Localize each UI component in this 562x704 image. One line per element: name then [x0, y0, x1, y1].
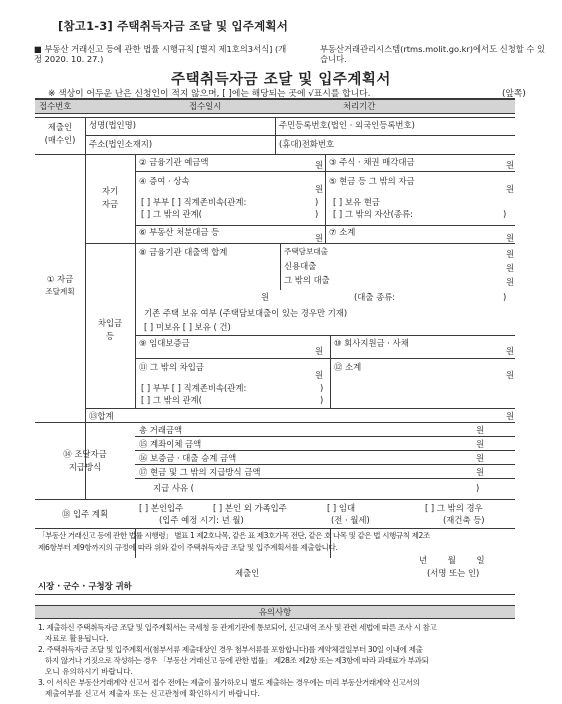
item-8-label: ⑧ 금융기관 대출액 합계	[139, 247, 228, 257]
rule	[35, 422, 515, 423]
won-unit: 원	[315, 233, 324, 243]
borrow-relation-1-end: )	[320, 383, 324, 393]
move-in-plan-label: ⑱ 입주 계획	[61, 509, 109, 519]
item-17-label: ⑰ 현금 및 그 밖의 지급방식 금액	[139, 467, 261, 477]
payment-section-label: ⑭ 조달자금	[63, 449, 107, 459]
move-in-self[interactable]: [ ] 본인입주	[139, 503, 184, 513]
rule	[85, 243, 515, 244]
rule	[135, 478, 515, 479]
submitter-role: (매수인)	[44, 135, 76, 145]
won-unit: 원	[315, 160, 324, 170]
move-in-lease[interactable]: [ ] 임대	[327, 503, 356, 513]
notice-text: ※ 색상이 어두운 난은 신청인이 적지 않으며, [ ]에는 해당되는 곳에 √표시를 합니다.	[48, 89, 371, 99]
note-line: 하지 않거나 거짓으로 작성하는 경우 「부동산 거래신고 등에 관한 법률」 제28조 제2항 또는 제3항에 따라 과태료가 부과되	[45, 656, 429, 665]
recipient: 시장 · 군수 · 구청장 귀하	[38, 581, 132, 591]
gift-relation-1: [ ] 부부 [ ] 직계존비속(관계:	[141, 197, 247, 207]
item-15-label: ⑮ 계좌이체 금액	[139, 439, 202, 449]
rule	[35, 594, 515, 595]
legal-basis: ■ 부동산 거래신고 등에 관한 법률 시행규칙 [별지 제1호의3서식] (개정 2020. 10. 27.)	[34, 44, 287, 64]
rule	[85, 135, 515, 136]
rule-vertical	[135, 154, 136, 408]
reg-number-label: 주민등록번호(법인 · 외국인등록번호)	[279, 120, 415, 130]
borrow-relation-2-end: )	[320, 395, 324, 405]
item-6-label: ⑥ 부동산 처분대금 등	[139, 227, 220, 237]
move-in-lease-sub: (전 · 월세)	[331, 515, 370, 525]
note-line: 3. 이 서식은 부동산거래계약 신고서 접수 전에는 제출이 불가하오니 별도 제출하는 경우에는 미리 부동산거래계약 신고서의	[38, 678, 420, 687]
total-price-label: 총 거래금액	[139, 425, 183, 435]
cash-option-2-end: )	[503, 209, 507, 219]
gift-relation-1-end: )	[315, 197, 319, 207]
gift-relation-2: [ ] 그 밖의 관계(	[141, 209, 202, 219]
rule-top	[35, 98, 515, 100]
address-label: 주소(법인소재지)	[89, 139, 153, 149]
rule-vertical	[280, 243, 281, 290]
borrow-relation-2: [ ] 그 밖의 관계(	[141, 395, 202, 405]
document-header: [참고1-3] 주택취득자금 조달 및 입주계획서	[58, 19, 289, 33]
note-line: 제출여부를 신고서 제출자 또는 신고관청에 확인하시기 바랍니다.	[45, 689, 260, 698]
won-unit: 원	[315, 370, 324, 380]
note-line: 1. 제출하신 주택취득자금 조달 및 입주계획서는 국세청 등 관계기관에 통보되어, 신고내역 조사 및 관련 세법에 따른 조사 시 참고	[38, 623, 437, 632]
won-unit: 원	[506, 184, 515, 194]
loan-house-label: 주택담보대출	[284, 247, 329, 256]
won-unit: 원	[506, 411, 515, 421]
item-9-label: ⑨ 임대보증금	[139, 338, 190, 348]
name-label: 성명(법인명)	[89, 120, 136, 130]
won-unit: 원	[506, 160, 515, 170]
rule	[85, 408, 515, 409]
submitter-signature-label: 제출인	[235, 568, 260, 578]
application-form	[35, 98, 515, 698]
rule	[135, 436, 515, 437]
existing-house-options: [ ] 미보유 [ ] 보유 ( 건)	[144, 322, 231, 332]
move-in-other[interactable]: [ ] 그 밖의 경우	[425, 503, 483, 513]
won-unit: 원	[506, 277, 515, 287]
system-note: 부동산거래관리시스템(rtms.molit.go.kr)에서도 신청할 수 있습니다.	[320, 44, 546, 64]
won-unit: 원	[506, 233, 515, 243]
borrow-relation-1: [ ] 부부 [ ] 직계존비속(관계:	[141, 383, 247, 393]
page-side-label: (앞쪽)	[502, 89, 526, 99]
existing-house-label: 기존 주택 보유 여부 (주택담보대출이 있는 경우만 기재)	[144, 308, 348, 318]
item-12-label: ⑫ 소계	[334, 362, 362, 372]
won-unit: 원	[476, 453, 485, 463]
funding-section-sub: 조달계획	[45, 287, 75, 296]
item-3-label: ③ 주식 · 채권 매각대금	[329, 157, 415, 167]
won-unit: 원	[506, 263, 515, 273]
item-2-label: ② 금융기관 예금액	[139, 157, 209, 167]
item-7-label: ⑦ 소계	[329, 227, 356, 237]
processing-period-label: 처리기간	[343, 101, 376, 111]
funding-section-label: ① 자금	[46, 274, 74, 284]
rule-vertical	[330, 335, 331, 408]
payment-reason-end: )	[476, 483, 480, 493]
borrowed-label: 차입금	[97, 318, 123, 328]
own-funds-label: 자기	[101, 186, 119, 196]
declaration-line-1: 「부동산 거래신고 등에 관한 법률 시행령」 별표 1 제2호나목, 같은 표 제3호가목 전단, 같은 호 나목 및 같은 법 시행규칙 제2조	[38, 531, 430, 540]
rule	[35, 605, 515, 606]
item-4-label: ④ 증여 · 상속	[139, 176, 190, 186]
item-10-label: ⑩ 회사지원금 · 사채	[334, 338, 409, 348]
submitter-label: 제출인	[47, 122, 73, 132]
receipt-number-label: 접수번호	[39, 101, 72, 111]
note-line: 자료로 활용됩니다.	[45, 634, 109, 643]
signature-note: (서명 또는 인)	[427, 568, 480, 578]
move-in-other-sub: (재건축 등)	[443, 515, 485, 525]
item-5-label: ⑤ 현금 등 그 밖의 자금	[329, 176, 415, 186]
total-label: ⑬합계	[89, 411, 114, 421]
rule	[135, 450, 515, 451]
rule	[135, 358, 515, 359]
move-in-expected-date: (입주 예정 시기: 년 월)	[159, 515, 244, 525]
loan-other-label: 그 밖의 대출	[284, 275, 330, 285]
rule	[135, 464, 515, 465]
item-16-label: ⑯ 보증금 · 대출 승계 금액	[139, 453, 237, 463]
declaration-line-2: 제6항부터 제9항까지의 규정에 따라 위와 같이 주택취득자금 조달 및 입주계획서를 제출합니다.	[38, 543, 338, 552]
loan-credit-label: 신용대출	[284, 261, 317, 271]
won-unit: 원	[506, 370, 515, 380]
note-line: 오니 유의하시기 바랍니다.	[45, 667, 133, 676]
rule-vertical	[325, 154, 326, 243]
rule	[35, 499, 515, 500]
form-title: 주택취득자금 조달 및 입주계획서	[171, 72, 391, 88]
cash-option-1: [ ] 보유 현금	[333, 197, 380, 207]
won-unit: 원	[476, 439, 485, 449]
won-unit: 원	[506, 346, 515, 356]
notes-title: 유의사항	[258, 607, 292, 617]
won-unit: 원	[476, 425, 485, 435]
own-funds-label-2: 자금	[101, 199, 119, 209]
rule	[35, 113, 515, 114]
rule	[35, 528, 515, 529]
phone-label: (휴대)전화번호	[279, 139, 335, 149]
rule-vertical	[275, 117, 276, 154]
move-in-family[interactable]: [ ] 본인 외 가족입주	[213, 503, 287, 513]
note-line: 2. 주택취득자금 조달 및 입주계획서(첨부서류 제출대상인 경우 첨부서류를 포함합니다)를 계약체결일부터 30일 이내에 제출	[38, 645, 423, 654]
rule	[35, 618, 515, 619]
date-line: 년 월 일	[419, 555, 485, 565]
receipt-shade	[35, 99, 515, 113]
loan-type-label: (대출 종류:	[354, 292, 396, 302]
won-unit: 원	[506, 249, 515, 259]
payment-reason-label: 지급 사유 (	[153, 483, 194, 493]
rule	[35, 154, 515, 155]
won-unit: 원	[476, 467, 485, 477]
won-unit: 원	[315, 184, 324, 194]
payment-section-sub: 지급방식	[68, 462, 102, 472]
borrowed-label-2: 등	[105, 331, 115, 341]
rule-vertical	[85, 117, 86, 499]
receipt-date-label: 접수일시	[189, 101, 222, 111]
loan-type-end: )	[503, 292, 507, 302]
won-unit: 원	[315, 346, 324, 356]
cash-option-2: [ ] 그 밖의 자산(종류:	[333, 209, 413, 219]
item-11-label: ⑪ 그 밖의 차입금	[139, 362, 204, 372]
won-unit: 원	[261, 292, 270, 302]
rule	[135, 335, 515, 336]
gift-relation-2-end: )	[315, 209, 319, 219]
